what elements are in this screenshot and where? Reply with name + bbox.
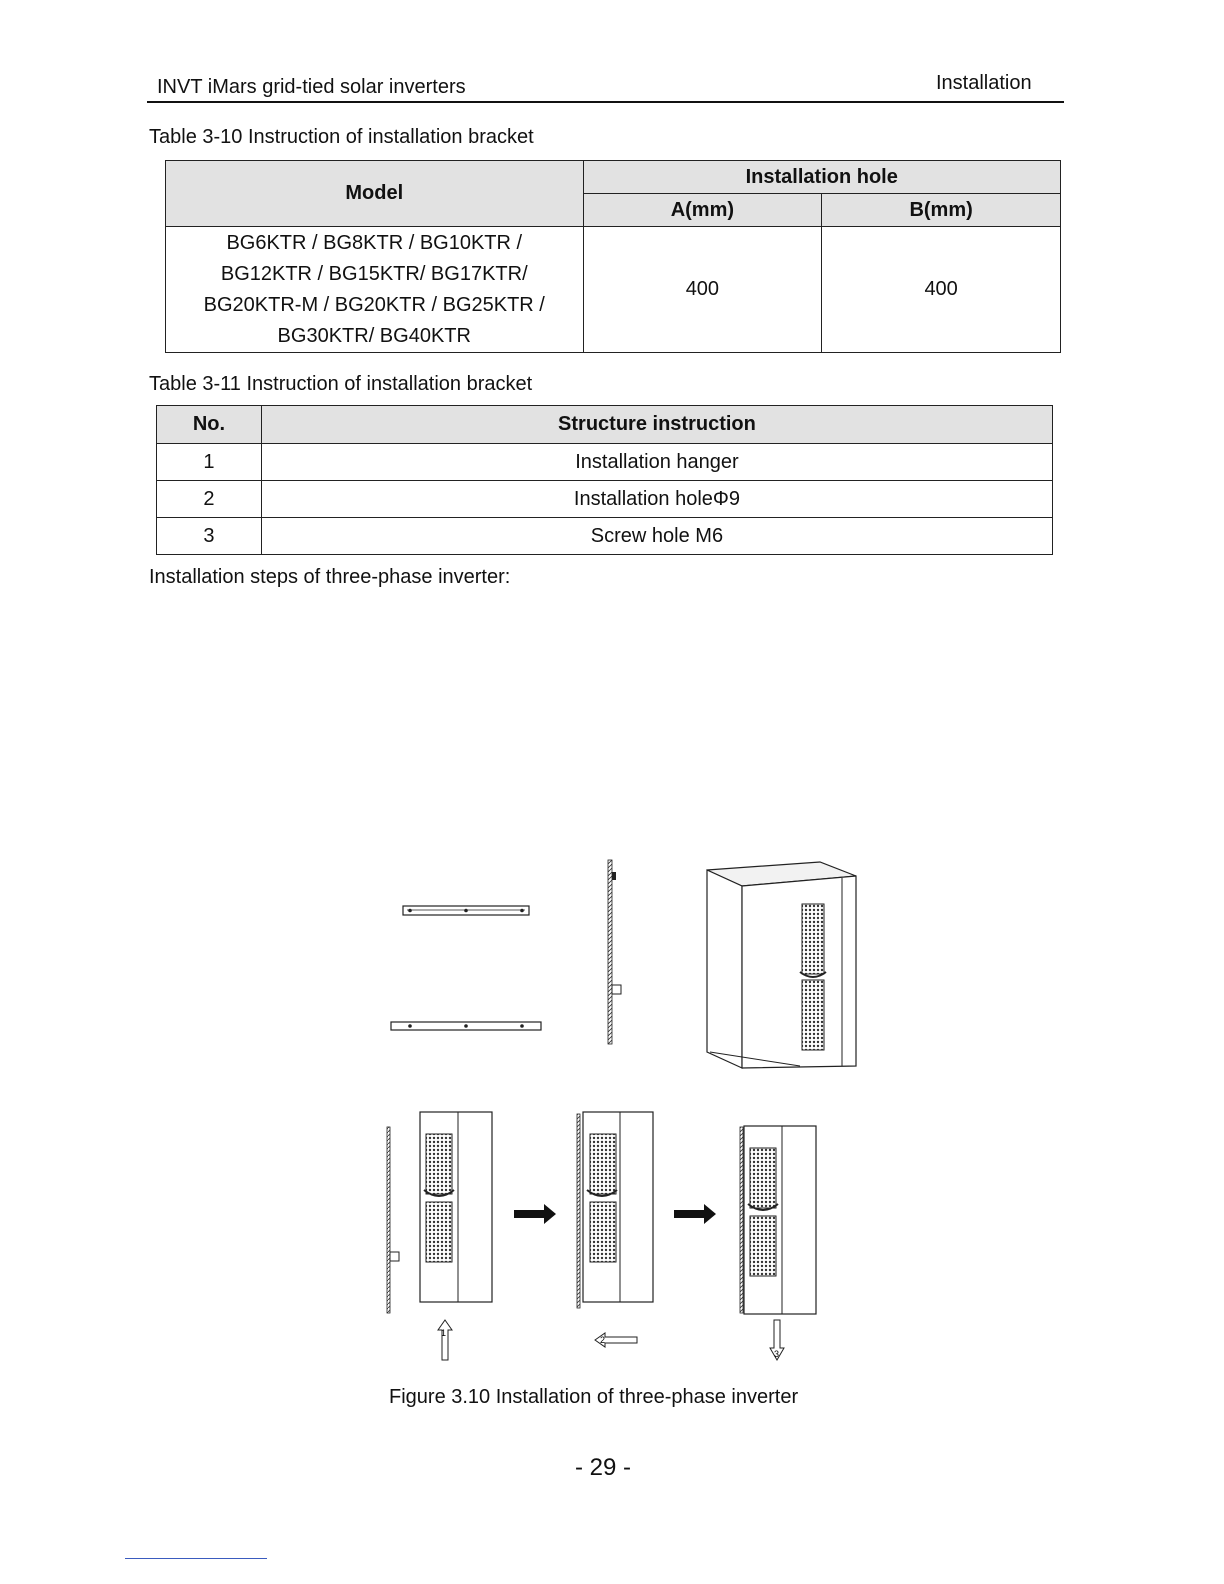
- bracket-bottom: [391, 1022, 541, 1030]
- table2-caption: Table 3-11 Instruction of installation bracket: [149, 373, 533, 395]
- step-label: 3: [774, 1349, 780, 1359]
- footer-line: [125, 1558, 267, 1559]
- value-b-cell: 400: [822, 227, 1061, 353]
- header-no: No.: [157, 406, 262, 444]
- table-row: [157, 518, 1053, 555]
- structure-table: [156, 405, 1053, 555]
- step-3-side-view: [740, 1126, 816, 1360]
- model-list-cell: [166, 227, 584, 353]
- model-line: BG30KTR/ BG40KTR: [277, 324, 471, 347]
- figure-caption: Figure 3.10 Installation of three-phase inverter: [389, 1386, 799, 1408]
- bracket-top: [403, 906, 529, 915]
- header-section: Installation: [936, 72, 1032, 94]
- model-line: BG20KTR-M / BG20KTR / BG25KTR /: [203, 293, 545, 316]
- steps-intro: Installation steps of three-phase inverter:: [149, 566, 511, 588]
- header-installation-hole: Installation hole: [583, 161, 1060, 194]
- page-number: - 29 -: [575, 1454, 632, 1481]
- row-no: 2: [157, 481, 262, 518]
- row-no: 1: [157, 444, 262, 481]
- header-title: INVT iMars grid-tied solar inverters: [157, 76, 466, 98]
- table1-caption: Table 3-10 Instruction of installation bracket: [149, 126, 534, 148]
- table-row: [157, 481, 1053, 518]
- arrow-right-icon: [674, 1204, 716, 1224]
- step-2-side-view: [577, 1112, 653, 1347]
- header-model: Model: [166, 161, 584, 227]
- row-no: 3: [157, 518, 262, 555]
- inverter-isometric: [707, 862, 856, 1068]
- wall-with-bracket: [608, 860, 621, 1044]
- header-a-mm: A(mm): [583, 194, 822, 227]
- row-text: Screw hole M6: [261, 518, 1052, 555]
- model-line: BG12KTR / BG15KTR/ BG17KTR/: [220, 262, 528, 285]
- header-rule: [147, 101, 1064, 103]
- arrow-right-icon: [514, 1204, 556, 1224]
- installation-hole-table: [165, 160, 1061, 353]
- installation-figure: [380, 852, 880, 1372]
- row-text: Installation holeΦ9: [261, 481, 1052, 518]
- row-text: Installation hanger: [261, 444, 1052, 481]
- table-row: [157, 444, 1053, 481]
- header-b-mm: B(mm): [822, 194, 1061, 227]
- header-structure: Structure instruction: [261, 406, 1052, 444]
- step-1-side-view: [387, 1112, 492, 1360]
- step-label: 1: [441, 1328, 447, 1338]
- step-label: 2: [600, 1335, 606, 1345]
- value-a-cell: 400: [583, 227, 822, 353]
- model-line: BG6KTR / BG8KTR / BG10KTR /: [226, 231, 523, 254]
